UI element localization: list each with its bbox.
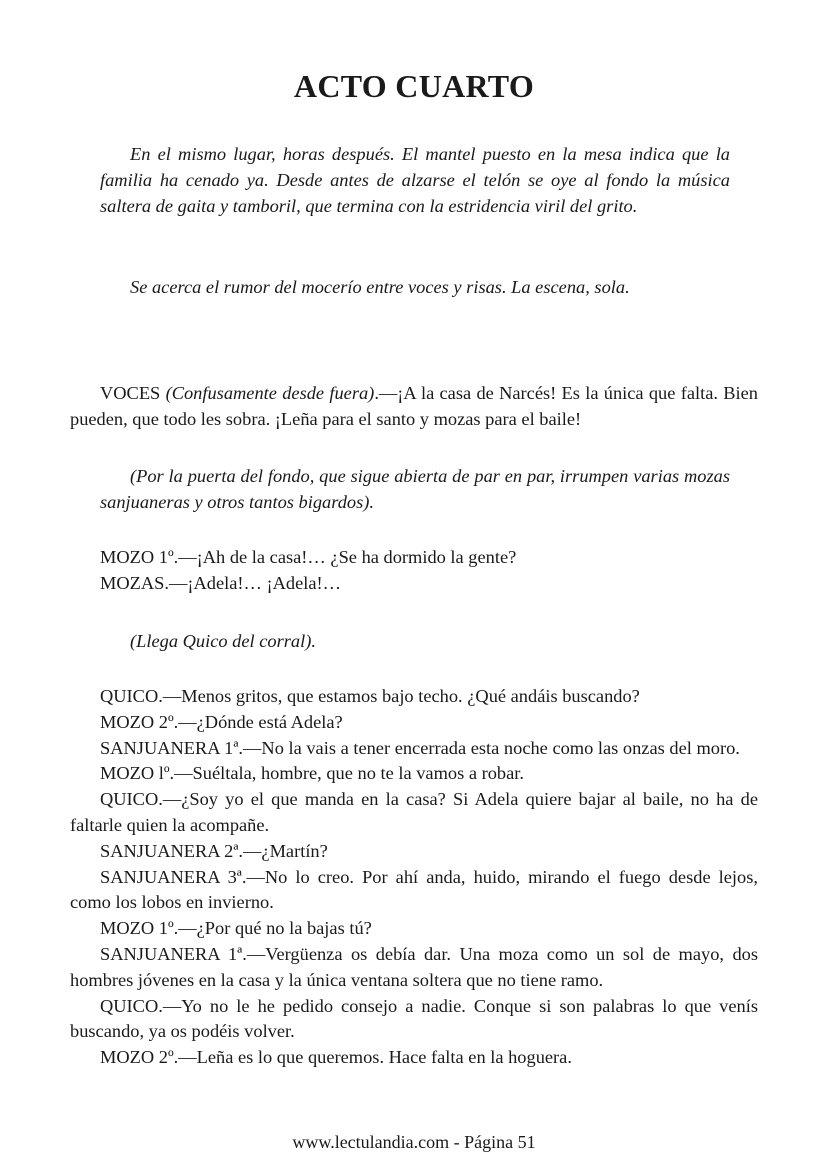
dialogue-line: MOZO 1º.—¡Ah de la casa!… ¿Se ha dormido la gente?	[100, 547, 517, 567]
dialogue-line: MOZO 2º.—¿Dónde está Adela?	[100, 711, 343, 732]
dialogue-line: SANJUANERA 1ª.—Vergüenza os debía dar. Una moza como un sol de mayo, dos hombres jóvenes en la casa y la única ventana soltera que no tiene ramo.	[70, 943, 758, 990]
page-title: ACTO CUARTO	[293, 68, 535, 104]
stage-direction-quico: (Llega Quico del corral).	[130, 631, 316, 651]
page-footer: www.lectulandia.com - Página 51	[292, 1132, 536, 1152]
speech-text: .—¡A la casa de Narcés! Es la única que falta. Bien pueden, que todo les sobra. ¡Leña para el santo y mozas para el baile!	[70, 383, 758, 429]
dialogue-line: MOZAS.—¡Adela!… ¡Adela!…	[100, 572, 342, 593]
dialogue-line: QUICO.—¿Soy yo el que manda en la casa? Si Adela quiere bajar al baile, no ha de faltarle quien la acompañe.	[70, 789, 758, 835]
voces-speech	[70, 381, 758, 433]
dialogue-line: SANJUANERA 1ª.—No la vais a tener encerrada esta noche como las onzas del moro.	[100, 737, 740, 758]
dialogue-line: MOZO 1º.—¿Por qué no la bajas tú?	[100, 918, 372, 939]
dialogue-line: SANJUANERA 3ª.—No lo creo. Por ahí anda, huido, mirando el fuego desde lejos, como los lobos en invierno.	[70, 866, 758, 913]
dialogue-block-1	[70, 545, 758, 597]
dialogue-line: MOZO 2º.—Leña es lo que queremos. Hace falta en la hoguera.	[100, 1047, 572, 1068]
dialogue-line	[70, 381, 758, 433]
dialogue-block-2	[70, 684, 758, 1071]
dialogue-line: SANJUANERA 2ª.—¿Martín?	[100, 840, 328, 861]
speaker-aside: (Confusamente desde fuera)	[165, 383, 375, 403]
dialogue-line: QUICO.—Yo no le he pedido consejo a nadie. Conque si son palabras lo que venís buscando, ya os podéis volver.	[70, 995, 758, 1042]
stage-direction-opening: En el mismo lugar, horas después. El mantel puesto en la mesa indica que la familia ha cenado ya. Desde antes de alzarse el telón se oye al fondo la música saltera de gaita y tamboril, que termina con la estridencia viril del grito.	[100, 144, 730, 216]
speaker-name: VOCES	[100, 383, 161, 403]
stage-direction-rumor: Se acerca el rumor del mocerío entre voces y risas. La escena, sola.	[130, 277, 630, 297]
stage-direction-entrance: (Por la puerta del fondo, que sigue abierta de par en par, irrumpen varias mozas sanjuaneras y otros tantos bigardos).	[100, 466, 730, 512]
dialogue-line: QUICO.—Menos gritos, que estamos bajo techo. ¿Qué andáis buscando?	[100, 686, 640, 706]
dialogue-line: MOZO lº.—Suéltala, hombre, que no te la vamos a robar.	[100, 763, 524, 784]
